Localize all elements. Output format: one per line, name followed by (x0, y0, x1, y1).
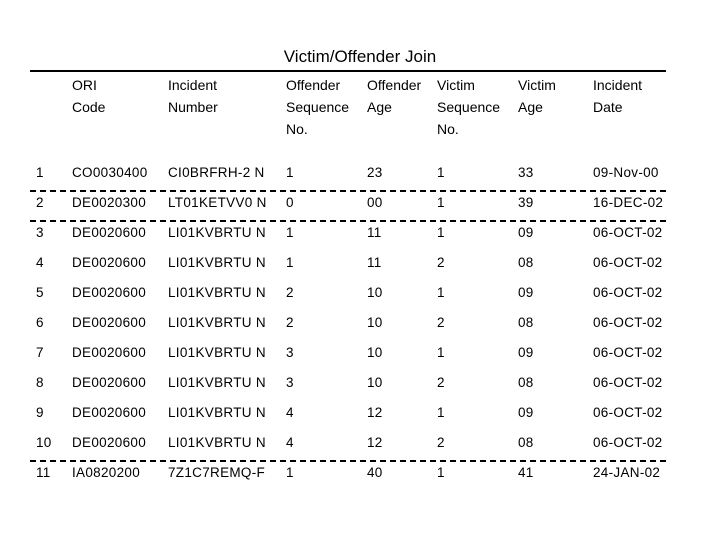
cell-victim-age: 09 (518, 285, 534, 300)
table-row (30, 220, 666, 250)
cell-ori-code: DE0020600 (72, 375, 147, 390)
table-row (30, 250, 666, 280)
cell-row-number: 11 (36, 465, 51, 480)
cell-incident-number: LI01KVBRTU N (168, 405, 266, 420)
cell-incident-number: LI01KVBRTU N (168, 225, 266, 240)
cell-victim-sequence: 1 (437, 165, 445, 180)
cell-victim-sequence: 1 (437, 285, 445, 300)
cell-victim-age: 09 (518, 405, 534, 420)
cell-ori-code: DE0020300 (72, 195, 147, 210)
cell-offender-sequence: 4 (286, 435, 294, 450)
cell-victim-age: 09 (518, 345, 534, 360)
cell-ori-code: DE0020600 (72, 315, 147, 330)
cell-row-number: 8 (36, 375, 44, 390)
cell-victim-age: 09 (518, 225, 534, 240)
table-row (30, 340, 666, 370)
cell-incident-date: 06-OCT-02 (593, 255, 663, 270)
cell-victim-sequence: 1 (437, 225, 445, 240)
cell-offender-age: 10 (367, 345, 383, 360)
header-incident-number: Incident Number (168, 77, 218, 115)
cell-offender-age: 11 (367, 225, 382, 240)
header-victim-sequence: Victim Sequence No. (437, 77, 501, 137)
cell-incident-date: 24-JAN-02 (593, 465, 661, 480)
cell-incident-number: LI01KVBRTU N (168, 315, 266, 330)
cell-offender-sequence: 3 (286, 375, 294, 390)
cell-row-number: 3 (36, 225, 44, 240)
cell-victim-sequence: 1 (437, 195, 445, 210)
cell-offender-age: 12 (367, 435, 383, 450)
cell-row-number: 4 (36, 255, 44, 270)
cell-offender-age: 10 (367, 315, 383, 330)
cell-incident-number: LT01KETVV0 N (168, 195, 267, 210)
cell-row-number: 6 (36, 315, 44, 330)
header-offender-sequence: Offender Sequence No. (286, 77, 350, 137)
cell-offender-sequence: 2 (286, 285, 294, 300)
cell-ori-code: DE0020600 (72, 285, 147, 300)
cell-incident-date: 09-Nov-00 (593, 165, 659, 180)
cell-victim-sequence: 2 (437, 255, 445, 270)
cell-ori-code: IA0820200 (72, 465, 141, 480)
cell-ori-code: DE0020600 (72, 255, 147, 270)
cell-row-number: 10 (36, 435, 52, 450)
cell-victim-sequence: 2 (437, 315, 445, 330)
cell-incident-number: LI01KVBRTU N (168, 285, 266, 300)
cell-offender-sequence: 3 (286, 345, 294, 360)
cell-incident-number: 7Z1C7REMQ-F (168, 465, 266, 480)
cell-ori-code: DE0020600 (72, 435, 147, 450)
table-row (30, 430, 666, 462)
cell-offender-age: 40 (367, 465, 383, 480)
cell-offender-sequence: 1 (286, 225, 294, 240)
cell-victim-age: 08 (518, 315, 534, 330)
cell-ori-code: DE0020600 (72, 345, 147, 360)
table-title: Victim/Offender Join (283, 47, 437, 66)
cell-offender-sequence: 1 (286, 465, 294, 480)
cell-offender-age: 23 (367, 165, 383, 180)
cell-incident-date: 06-OCT-02 (593, 375, 663, 390)
cell-incident-number: LI01KVBRTU N (168, 255, 266, 270)
cell-offender-sequence: 4 (286, 405, 294, 420)
cell-victim-sequence: 2 (437, 375, 445, 390)
cell-incident-number: CI0BRFRH-2 N (168, 165, 265, 180)
cell-victim-sequence: 1 (437, 465, 445, 480)
cell-offender-age: 12 (367, 405, 383, 420)
cell-incident-number: LI01KVBRTU N (168, 345, 266, 360)
table-row (30, 310, 666, 340)
cell-offender-age: 11 (367, 255, 382, 270)
cell-ori-code: CO0030400 (72, 165, 148, 180)
cell-incident-number: LI01KVBRTU N (168, 375, 266, 390)
cell-victim-age: 41 (518, 465, 534, 480)
cell-victim-age: 39 (518, 195, 534, 210)
header-incident-date: Incident Date (593, 77, 643, 115)
cell-ori-code: DE0020600 (72, 405, 147, 420)
table-row (30, 460, 666, 490)
cell-victim-age: 08 (518, 435, 534, 450)
cell-incident-date: 06-OCT-02 (593, 435, 663, 450)
cell-row-number: 5 (36, 285, 44, 300)
cell-incident-date: 16-DEC-02 (593, 195, 664, 210)
cell-incident-date: 06-OCT-02 (593, 315, 663, 330)
table-row (30, 190, 666, 222)
cell-row-number: 7 (36, 345, 44, 360)
cell-incident-date: 06-OCT-02 (593, 225, 663, 240)
title-rule (30, 70, 666, 72)
table-row (30, 370, 666, 400)
cell-victim-age: 08 (518, 375, 534, 390)
table-row (30, 160, 666, 192)
table-row (30, 280, 666, 310)
cell-row-number: 9 (36, 405, 44, 420)
cell-row-number: 2 (36, 195, 44, 210)
cell-offender-sequence: 0 (286, 195, 294, 210)
cell-victim-sequence: 2 (437, 435, 445, 450)
cell-victim-sequence: 1 (437, 345, 445, 360)
cell-offender-sequence: 1 (286, 165, 294, 180)
cell-victim-age: 33 (518, 165, 534, 180)
cell-ori-code: DE0020600 (72, 225, 147, 240)
cell-incident-number: LI01KVBRTU N (168, 435, 266, 450)
cell-victim-sequence: 1 (437, 405, 445, 420)
cell-incident-date: 06-OCT-02 (593, 345, 663, 360)
cell-victim-age: 08 (518, 255, 534, 270)
cell-incident-date: 06-OCT-02 (593, 405, 663, 420)
header-offender-age: Offender Age (367, 77, 422, 115)
header-victim-age: Victim Age (518, 77, 556, 115)
cell-offender-sequence: 2 (286, 315, 294, 330)
table-row (30, 400, 666, 430)
cell-offender-age: 00 (367, 195, 383, 210)
cell-offender-sequence: 1 (286, 255, 294, 270)
cell-offender-age: 10 (367, 285, 383, 300)
cell-incident-date: 06-OCT-02 (593, 285, 663, 300)
header-ori-code: ORI Code (72, 77, 106, 115)
cell-row-number: 1 (36, 165, 44, 180)
cell-offender-age: 10 (367, 375, 383, 390)
